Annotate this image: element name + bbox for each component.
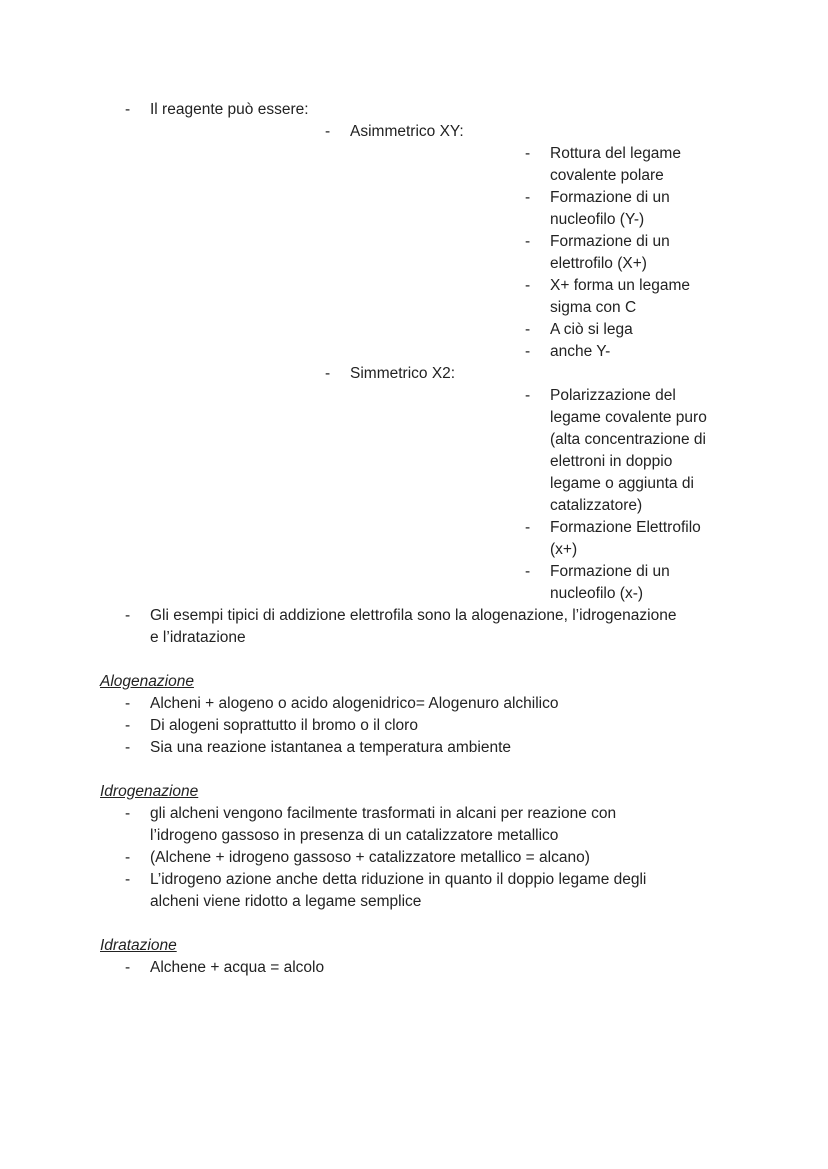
asymmetric-item <box>0 253 828 275</box>
asymmetric-item <box>0 341 828 363</box>
bullet-dash: - <box>525 563 531 580</box>
symmetric-item <box>0 451 828 473</box>
bullet-dash: - <box>125 717 131 734</box>
list-item-text: l’idrogeno gassoso in presenza di un catalizzatore metallico <box>150 827 559 844</box>
list-item <box>0 715 828 737</box>
list-item <box>0 957 828 979</box>
list-item <box>0 693 828 715</box>
list-item <box>0 99 828 121</box>
bullet-dash: - <box>125 101 131 118</box>
bullet-dash: - <box>125 805 131 822</box>
symmetric-label <box>0 363 828 385</box>
symmetric-item-text: (alta concentrazione di <box>550 431 706 448</box>
asymmetric-item <box>0 209 828 231</box>
blank-line <box>0 913 828 935</box>
asymmetric-item-text: sigma con C <box>550 299 637 316</box>
list-item-text: (Alchene + idrogeno gassoso + catalizzatore metallico = alcano) <box>150 849 590 866</box>
symmetric-item-text: legame o aggiunta di <box>550 475 694 492</box>
symmetric-item-text: Formazione Elettrofilo <box>550 519 701 536</box>
asymmetric-item-text: X+ forma un legame <box>550 277 691 294</box>
list-item-text: Di alogeni soprattutto il bromo o il cloro <box>150 717 418 734</box>
asymmetric-label-text: Asimmetrico XY: <box>350 123 464 140</box>
bullet-dash: - <box>525 519 531 536</box>
symmetric-item-text: Formazione di un <box>550 563 670 580</box>
section-heading-text: Alogenazione <box>100 673 194 690</box>
bullet-dash: - <box>525 387 531 404</box>
bullet-dash: - <box>525 233 531 250</box>
asymmetric-item <box>0 319 828 341</box>
list-item <box>0 869 828 891</box>
bullet-dash: - <box>125 871 131 888</box>
list-item <box>0 605 828 627</box>
list-item <box>0 803 828 825</box>
symmetric-item <box>0 583 828 605</box>
asymmetric-item-text: Rottura del legame <box>550 145 681 162</box>
symmetric-label-text: Simmetrico X2: <box>350 365 456 382</box>
symmetric-item-text: Polarizzazione del <box>550 387 676 404</box>
symmetric-item-text: legame covalente puro <box>550 409 707 426</box>
asymmetric-item-text: covalente polare <box>550 167 664 184</box>
symmetric-item <box>0 429 828 451</box>
asymmetric-item <box>0 297 828 319</box>
asymmetric-item-text: anche Y- <box>550 343 611 360</box>
list-item-text: e l’idratazione <box>150 629 246 646</box>
symmetric-item <box>0 407 828 429</box>
bullet-dash: - <box>325 123 331 140</box>
list-item <box>0 825 828 847</box>
section-heading <box>0 781 828 803</box>
symmetric-item <box>0 539 828 561</box>
symmetric-item <box>0 517 828 539</box>
list-item-text: L’idrogeno azione anche detta riduzione in quanto il doppio legame degli <box>150 871 647 888</box>
bullet-dash: - <box>325 365 331 382</box>
bullet-dash: - <box>525 145 531 162</box>
bullet-dash: - <box>525 321 531 338</box>
list-item-text: Alchene + acqua = alcolo <box>150 959 325 976</box>
symmetric-item <box>0 473 828 495</box>
section-heading <box>0 935 828 957</box>
bullet-dash: - <box>125 607 131 624</box>
bullet-dash: - <box>125 849 131 866</box>
asymmetric-item <box>0 143 828 165</box>
list-item <box>0 627 828 649</box>
asymmetric-item <box>0 187 828 209</box>
asymmetric-item-text: nucleofilo (Y-) <box>550 211 645 228</box>
bullet-dash: - <box>125 695 131 712</box>
asymmetric-item-text: Formazione di un <box>550 233 670 250</box>
document-body <box>0 99 828 979</box>
section-heading-text: Idrogenazione <box>100 783 199 800</box>
symmetric-item <box>0 495 828 517</box>
symmetric-item-text: (x+) <box>550 541 578 558</box>
asymmetric-label <box>0 121 828 143</box>
list-item-text: alcheni viene ridotto a legame semplice <box>150 893 422 910</box>
asymmetric-item <box>0 165 828 187</box>
section-heading-text: Idratazione <box>100 937 177 954</box>
list-item <box>0 737 828 759</box>
bullet-dash: - <box>125 959 131 976</box>
blank-line <box>0 649 828 671</box>
symmetric-item <box>0 385 828 407</box>
list-item-text: Il reagente può essere: <box>150 101 309 118</box>
asymmetric-item-text: A ciò si lega <box>550 321 633 338</box>
bullet-dash: - <box>525 343 531 360</box>
symmetric-item-text: nucleofilo (x-) <box>550 585 644 602</box>
section-heading <box>0 671 828 693</box>
symmetric-item-text: catalizzatore) <box>550 497 643 514</box>
bullet-dash: - <box>525 277 531 294</box>
list-item-text: Sia una reazione istantanea a temperatura ambiente <box>150 739 512 756</box>
list-item <box>0 891 828 913</box>
symmetric-item <box>0 561 828 583</box>
blank-line <box>0 759 828 781</box>
list-item <box>0 847 828 869</box>
asymmetric-item <box>0 231 828 253</box>
symmetric-item-text: elettroni in doppio <box>550 453 673 470</box>
bullet-dash: - <box>525 189 531 206</box>
bullet-dash: - <box>125 739 131 756</box>
list-item-text: Gli esempi tipici di addizione elettrofila sono la alogenazione, l’idrogenazione <box>150 607 677 624</box>
list-item-text: gli alcheni vengono facilmente trasformati in alcani per reazione con <box>150 805 617 822</box>
list-item-text: Alcheni + alogeno o acido alogenidrico= Alogenuro alchilico <box>150 695 559 712</box>
asymmetric-item-text: Formazione di un <box>550 189 670 206</box>
asymmetric-item-text: elettrofilo (X+) <box>550 255 647 272</box>
asymmetric-item <box>0 275 828 297</box>
